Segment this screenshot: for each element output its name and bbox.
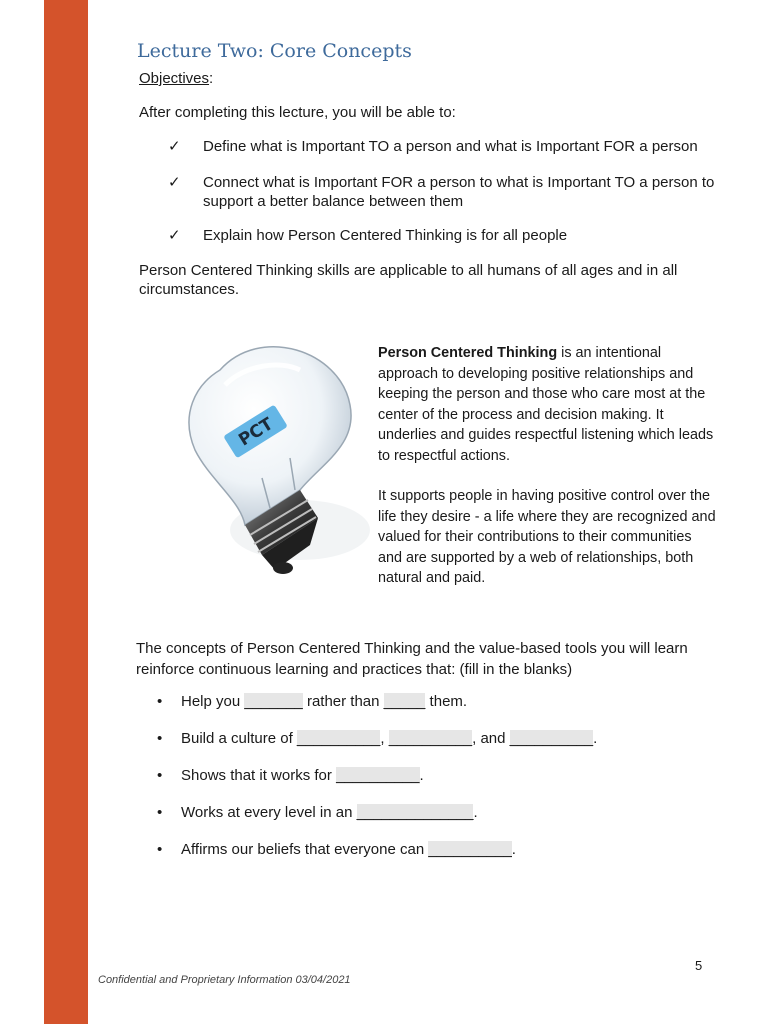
fill-in-blank[interactable]: __________: [296, 730, 381, 747]
objective-item: Define what is Important TO a person and what is Important FOR a person: [203, 138, 698, 155]
check-icon: ✓: [168, 174, 181, 191]
fill-in-text: Shows that it works for: [181, 767, 337, 784]
bulb-lettering: PCT: [235, 414, 277, 451]
check-icon: ✓: [168, 227, 181, 244]
pct-definition-paragraph: [378, 343, 718, 466]
fill-in-text: Help you: [181, 693, 245, 710]
fill-in-text: Affirms our beliefs that everyone can: [181, 841, 429, 858]
bullet-icon: •: [157, 767, 163, 784]
light-bulb-image: [150, 330, 370, 600]
fill-in-text: them.: [425, 693, 468, 710]
bullet-icon: •: [157, 841, 163, 858]
fill-in-text: .: [473, 804, 478, 821]
objectives-heading: [139, 70, 213, 87]
fill-in-blank[interactable]: __________: [428, 841, 512, 858]
left-accent-bar: [44, 0, 88, 1024]
fill-in-blank[interactable]: _____: [383, 693, 426, 710]
fill-in-text: ,: [380, 730, 389, 747]
pct-term: Person Centered Thinking: [378, 345, 558, 361]
concepts-intro: The concepts of Person Centered Thinking and the value-based tools you will learn reinforce continuous learning and practices that: (fill in the blanks): [136, 640, 688, 678]
page-number: 5: [695, 958, 703, 973]
bullet-icon: •: [157, 730, 163, 747]
pct-support-paragraph: It supports people in having positive control over the life they desire - a life where they are recognized and valued for their contributions to their communities and are supported by a web of relationships, both natural and paid.: [378, 488, 716, 586]
fill-in-text: Build a culture of: [181, 730, 297, 747]
fill-in-text: Works at every level in an: [181, 804, 357, 821]
objective-item: Connect what is Important FOR a person to what is Important TO a person to support a better balance between them: [203, 174, 715, 210]
fill-in-blank[interactable]: ______________: [356, 804, 474, 821]
fill-in-text: .: [511, 841, 516, 858]
fill-in-blank[interactable]: _______: [244, 693, 303, 710]
check-icon: ✓: [168, 138, 181, 155]
fill-in-blank[interactable]: __________: [388, 730, 473, 747]
fill-in-item: [181, 804, 478, 821]
fill-in-item: [181, 730, 597, 747]
fill-in-item: [181, 693, 467, 710]
objectives-colon: :: [209, 70, 214, 87]
bullet-icon: •: [157, 693, 163, 710]
footer-text: Confidential and Proprietary Information 03/04/2021: [98, 974, 351, 986]
objective-item: Explain how Person Centered Thinking is for all people: [203, 227, 568, 244]
fill-in-item: [181, 767, 424, 784]
fill-in-blank[interactable]: __________: [509, 730, 594, 747]
fill-in-text: .: [419, 767, 424, 784]
applicability-note: Person Centered Thinking skills are applicable to all humans of all ages and in all circumstances.: [139, 262, 678, 298]
pct-definition-text: is an intentional approach to developing positive relationships and keeping the person and those who care most at the center of the process and decision making. It underlies and guides respectful listening which leads to respectful actions.: [378, 345, 714, 464]
fill-in-text: , and: [472, 730, 510, 747]
objectives-label: Objectives: [139, 70, 210, 87]
fill-in-blank[interactable]: __________: [336, 767, 420, 784]
objectives-intro: After completing this lecture, you will be able to:: [139, 104, 456, 121]
fill-in-item: [181, 841, 516, 858]
page-title: Lecture Two: Core Concepts: [137, 40, 412, 62]
fill-in-text: .: [593, 730, 598, 747]
bullet-icon: •: [157, 804, 163, 821]
fill-in-text: rather than: [302, 693, 384, 710]
